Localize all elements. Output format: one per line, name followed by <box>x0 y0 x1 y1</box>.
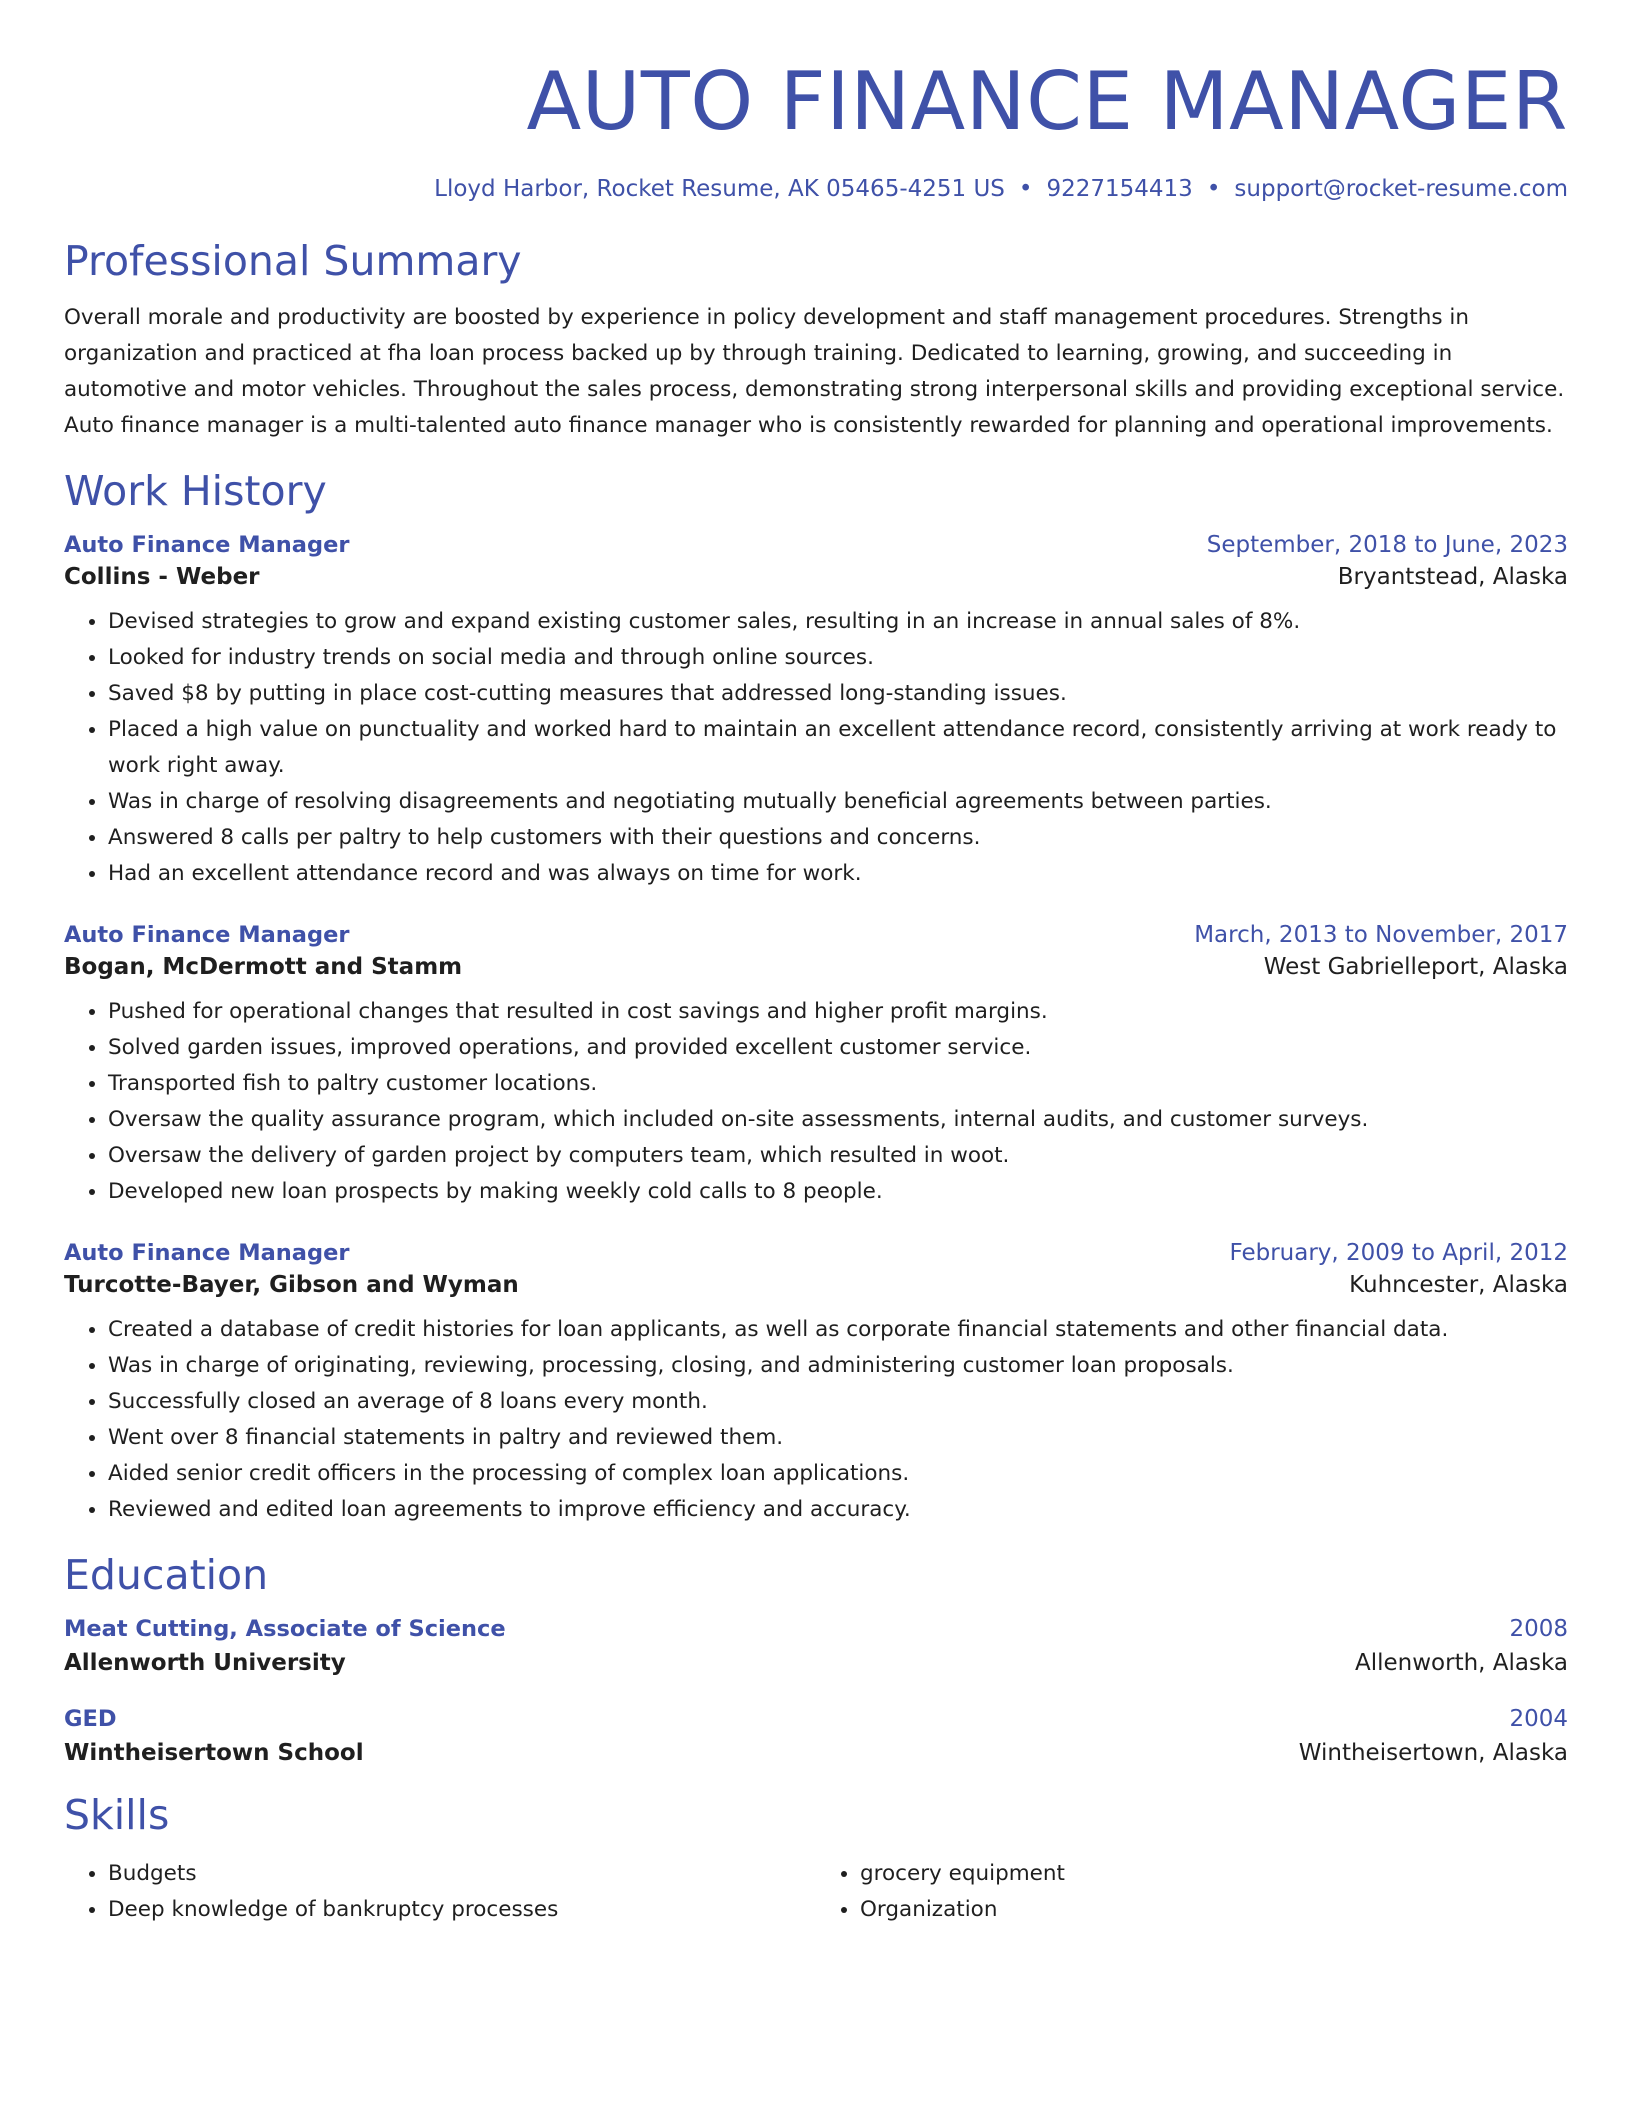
job-bullet: • Transported fish to paltry customer locations. <box>108 1066 1568 1102</box>
job-company: Collins - Weber <box>64 564 260 590</box>
contact-separator: • <box>1206 176 1221 202</box>
skill-item: • Budgets <box>108 1856 816 1892</box>
job-title: Auto Finance Manager <box>64 532 350 558</box>
skills-list <box>64 1856 1568 1928</box>
contact-separator: • <box>1018 176 1033 202</box>
job-bullet: • Pushed for operational changes that resulted in cost savings and higher profit margins. <box>108 994 1568 1030</box>
job-dates: March, 2013 to November, 2017 <box>1194 922 1568 948</box>
job-bullet: • Reviewed and edited loan agreements to improve efficiency and accuracy. <box>108 1492 1568 1528</box>
job-bullet: • Placed a high value on punctuality and worked hard to maintain an excellent attendance record, consistently arriving at work ready to work right away. <box>108 712 1568 784</box>
summary-text: Overall morale and productivity are boosted by experience in policy development and staff management procedures. Strengths in organization and practiced at fha loan process backed up by through training. Dedicated to learning, growing, and succeeding in automotive and motor vehicles. Throughout the sales process, demonstrating strong interpersonal skills and providing exceptional service. Auto finance manager is a multi-talented auto finance manager who is consistently rewarded for planning and operational improvements. <box>64 305 1565 438</box>
skill-item: • grocery equipment <box>860 1856 1568 1892</box>
job-bullet: • Looked for industry trends on social media and through online sources. <box>108 640 1568 676</box>
job-bullet: • Was in charge of originating, reviewing, processing, closing, and administering customer loan proposals. <box>108 1348 1568 1384</box>
job-bullet: • Oversaw the quality assurance program, which included on-site assessments, internal audits, and customer surveys. <box>108 1102 1568 1138</box>
education-entry <box>64 1616 1568 1676</box>
job-bullet: • Solved garden issues, improved operations, and provided excellent customer service. <box>108 1030 1568 1066</box>
education-heading: Education <box>64 1551 269 1599</box>
job-bullets <box>64 604 1568 892</box>
job-bullets <box>64 1312 1568 1528</box>
contact-phone: 9227154413 <box>1046 176 1193 202</box>
skill-item: • Organization <box>860 1892 1568 1928</box>
education-school: Allenworth University <box>64 1650 346 1676</box>
job-company: Turcotte-Bayer, Gibson and Wyman <box>64 1272 519 1298</box>
job-bullet: • Went over 8 financial statements in paltry and reviewed them. <box>108 1420 1568 1456</box>
job-entry <box>64 532 1568 892</box>
contact-address: Lloyd Harbor, Rocket Resume, AK 05465-4251 US <box>434 176 1005 202</box>
education-location: Wintheisertown, Alaska <box>1298 1740 1568 1766</box>
job-dates: February, 2009 to April, 2012 <box>1229 1240 1568 1266</box>
job-title: Auto Finance Manager <box>64 1240 350 1266</box>
skills-heading: Skills <box>64 1791 170 1839</box>
job-title: Auto Finance Manager <box>64 922 350 948</box>
contact-email[interactable]: support@rocket-resume.com <box>1234 176 1568 202</box>
skills-column-left <box>64 1856 816 1928</box>
job-bullet: • Aided senior credit officers in the processing of complex loan applications. <box>108 1456 1568 1492</box>
skills-column-right <box>816 1856 1568 1928</box>
job-entry <box>64 922 1568 1210</box>
skill-item: • Deep knowledge of bankruptcy processes <box>108 1892 816 1928</box>
contact-line <box>64 176 1568 202</box>
job-company: Bogan, McDermott and Stamm <box>64 954 463 980</box>
education-year: 2008 <box>1509 1616 1568 1642</box>
education-entry <box>64 1706 1568 1766</box>
job-entry <box>64 1240 1568 1528</box>
education-location: Allenworth, Alaska <box>1354 1650 1568 1676</box>
job-bullets <box>64 994 1568 1210</box>
job-bullet: • Successfully closed an average of 8 loans every month. <box>108 1384 1568 1420</box>
education-school: Wintheisertown School <box>64 1740 364 1766</box>
job-bullet: • Created a database of credit histories for loan applicants, as well as corporate financial statements and other financial data. <box>108 1312 1568 1348</box>
job-location: Kuhncester, Alaska <box>1349 1272 1568 1298</box>
education-year: 2004 <box>1509 1706 1568 1732</box>
work-history-heading: Work History <box>64 467 327 515</box>
job-bullet: • Oversaw the delivery of garden project by computers team, which resulted in woot. <box>108 1138 1568 1174</box>
job-bullet: • Saved $8 by putting in place cost-cutting measures that addressed long-standing issues. <box>108 676 1568 712</box>
job-bullet: • Developed new loan prospects by making weekly cold calls to 8 people. <box>108 1174 1568 1210</box>
job-location: West Gabrielleport, Alaska <box>1263 954 1568 980</box>
job-location: Bryantstead, Alaska <box>1337 564 1568 590</box>
job-bullet: • Devised strategies to grow and expand existing customer sales, resulting in an increase in annual sales of 8%. <box>108 604 1568 640</box>
summary-heading: Professional Summary <box>64 237 522 285</box>
job-bullet: • Had an excellent attendance record and was always on time for work. <box>108 856 1568 892</box>
education-degree: Meat Cutting, Associate of Science <box>64 1616 506 1642</box>
job-bullet: • Was in charge of resolving disagreements and negotiating mutually beneficial agreements between parties. <box>108 784 1568 820</box>
job-dates: September, 2018 to June, 2023 <box>1206 532 1568 558</box>
education-degree: GED <box>64 1706 117 1732</box>
job-bullet: • Answered 8 calls per paltry to help customers with their questions and concerns. <box>108 820 1568 856</box>
resume-name: AUTO FINANCE MANAGER <box>526 55 1568 148</box>
